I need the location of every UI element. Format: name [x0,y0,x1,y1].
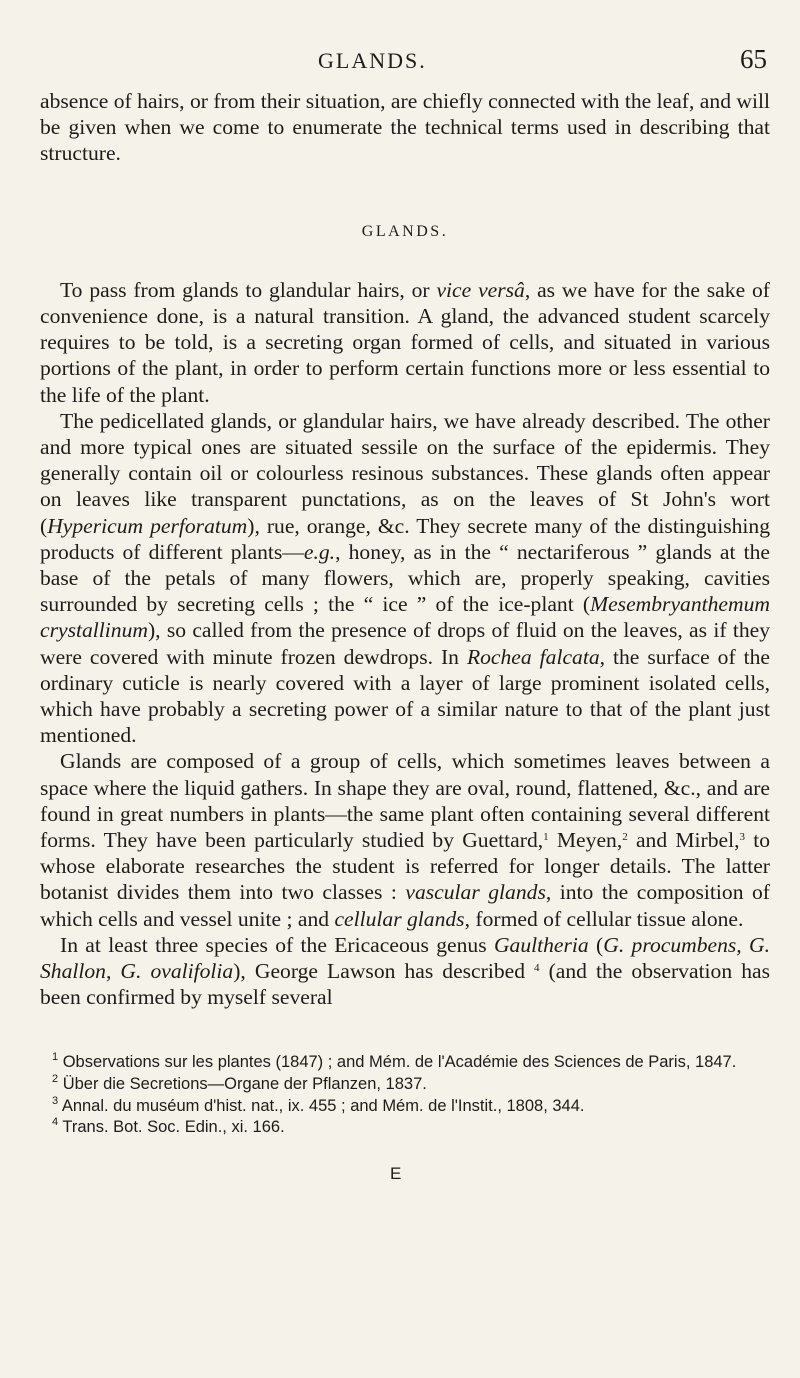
footnotes [40,1052,770,1139]
footnote-ref-2: 2 [622,831,628,844]
paragraph-1: To pass from glands to glandular hairs, or vice versâ, as we have for the sake of convenience done, is a natural transition. A gland, the advanced student scarcely requires to be told, is a secreting organ formed of cells, and situated in various portions of the plant, in order to perform certain functions more or less essential to the life of the plant. [40,277,770,407]
footnote [40,1074,770,1096]
paragraph-2: The pedicellated glands, or glandular hairs, we have already described. The other and more typical ones are situated sessile on the surface of the epidermis. They generally contain oil or colourless resinous substances. These glands often appear on leaves like transparent punctations, as on the leaves of St John's wort (Hypericum perforatum), rue, orange, &c. They secrete many of the distinguishing products of different plants—e.g., honey, as in the “ nectariferous ” glands at the base of the petals of many flowers, which are, properly speaking, cavities surrounded by secreting cells ; the “ ice ” of the ice-plant (Mesembryanthemum crystallinum), so called from the presence of drops of fluid on the leaves, as if they were covered with minute frozen dewdrops. In Rochea falcata, the surface of the ordinary cuticle is nearly covered with a layer of large prominent isolated cells, which have probably a secreting power of a similar nature to that of the plant just mentioned. [40,408,771,748]
footnote [40,1096,770,1118]
footnote-ref-3: 3 [739,831,745,844]
footnote-number: 4 [52,1116,59,1129]
footnote-ref-4: 4 [534,962,540,975]
footnote-ref-1: 1 [543,831,549,844]
footnote-text: Annal. du muséum d'hist. nat., ix. 455 ; and Mém. de l'Instit., 1808, 344. [61,1096,585,1115]
signature-mark: E [390,1164,402,1183]
paragraph-4: In at least three species of the Ericaceous genus Gaultheria (G. procumbens, G. Shallon, G. ovalifolia), George Lawson has described $^4$ (and the observation has been confirmed by myself several [40,932,771,1010]
footnote-number: 2 [52,1072,59,1085]
page-number: 65 [740,44,767,74]
paragraph-3: Glands are composed of a group of cells, which sometimes leaves between a space where the liquid gathers. In shape they are oval, round, flattened, &c., and are found in great numbers in plants—the same plant often containing several different forms. They have been particularly studied by Guettard,$^1$ Meyen,$^2$ and Mirbel,$^3$ to whose elaborate researches the student is referred for longer details. The latter botanist divides them into two classes : vascular glands, into the composition of which cells and vessel unite ; and cellular glands, formed of cellular tissue alone. [40,749,771,931]
body-text [40,88,770,1011]
page-header [0,44,800,80]
intro-paragraph: absence of hairs, or from their situation, are chiefly connected with the leaf, and will be given when we come to enumerate the technical terms used in describing that structure. [40,89,770,166]
running-head: GLANDS. [318,48,427,73]
footnote-text: Observations sur les plantes (1847) ; and Mém. de l'Académie des Sciences de Paris, 1847. [62,1053,737,1071]
footnote-number: 1 [52,1051,59,1063]
footnote-number: 3 [52,1094,59,1107]
footnote-text: Trans. Bot. Soc. Edin., xi. 166. [62,1118,285,1137]
footnote [40,1052,770,1074]
footnote [40,1117,770,1139]
footnote-text: Über die Secretions—Organe der Pflanzen, 1837. [62,1074,427,1093]
section-heading: GLANDS. [361,222,449,240]
